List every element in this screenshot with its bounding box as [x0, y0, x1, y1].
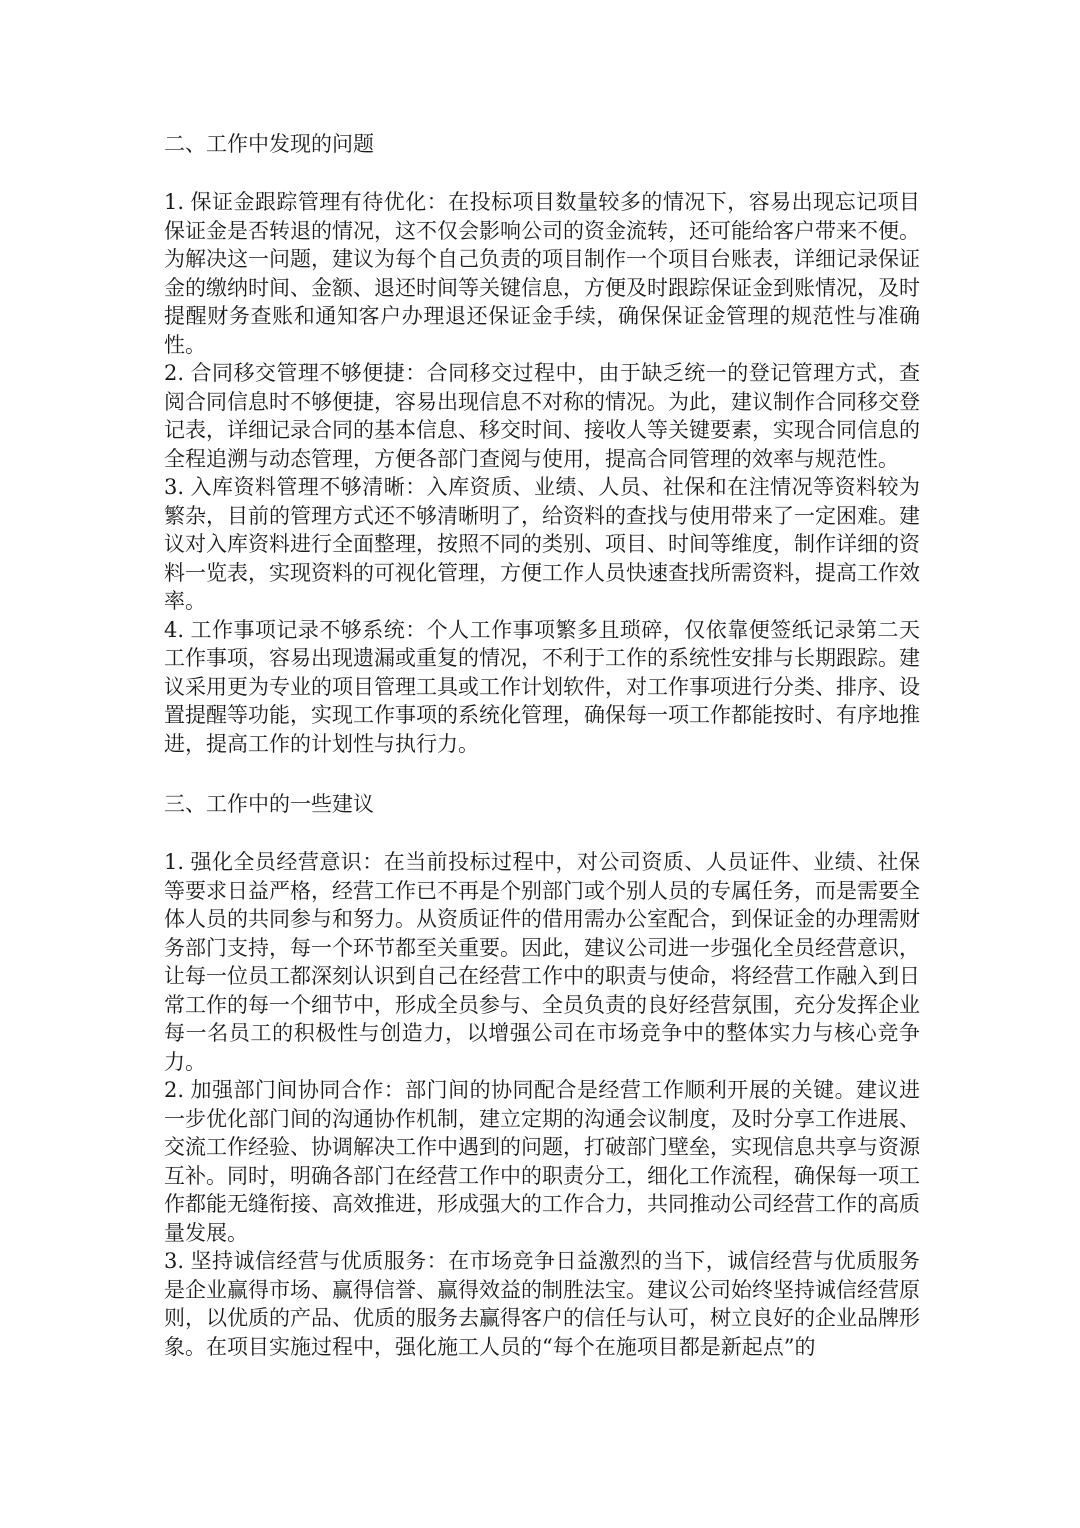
suggestion-item-3 [164, 1247, 920, 1361]
item-text: 坚持诚信经营与优质服务：在市场竞争日益激烈的当下，诚信经营与优质服务是企业赢得市场、赢得信誉、赢得效益的制胜法宝。建议公司始终坚持诚信经营原则，以优质的产品、优质的服务去赢得客户的信任与认可，树立良好的企业品牌形象。在项目实施过程中，强化施工人员的“每个在施项目都是新起点”的 [164, 1249, 920, 1359]
item-number: 2. [164, 1078, 185, 1102]
item-text: 强化全员经营意识：在当前投标过程中，对公司资质、人员证件、业绩、社保等要求日益严格，经营工作已不再是个别部门或个别人员的专属任务，而是需要全体人员的共同参与和努力。从资质证件的借用需办公室配合，到保证金的办理需财务部门支持，每一个环节都至关重要。因此，建议公司进一步强化全员经营意识，让每一位员工都深刻认识到自己在经营工作中的职责与使命，将经营工作融入到日常工作的每一个细节中，形成全员参与、全员负责的良好经营氛围，充分发挥企业每一名员工的积极性与创造力，以增强公司在市场竞争中的整体实力与核心竞争力。 [164, 850, 920, 1074]
suggestion-item-2 [164, 1076, 920, 1247]
problem-item-4 [164, 616, 920, 759]
section-heading-problems: 二、工作中发现的问题 [164, 132, 374, 156]
item-number: 4. [164, 617, 185, 642]
item-number: 3. [164, 475, 185, 499]
section-heading-suggestions: 三、工作中的一些建议 [164, 792, 374, 816]
item-text: 加强部门间协同合作：部门间的协同配合是经营工作顺利开展的关键。建议进一步优化部门间的沟通协作机制，建立定期的沟通会议制度，及时分享工作进展、交流工作经验、协调解决工作中遇到的问题，打破部门壁垒，实现信息共享与资源互补。同时，明确各部门在经营工作中的职责分工，细化工作流程，确保每一项工作都能无缝衔接、高效推进，形成强大的工作合力，共同推动公司经营工作的高质量发展。 [164, 1078, 920, 1245]
item-text: 保证金跟踪管理有待优化：在投标项目数量较多的情况下，容易出现忘记项目保证金是否转退的情况，这不仅会影响公司的资金流转，还可能给客户带来不便。为解决这一问题，建议为每个自己负责的项目制作一个项目台账表，详细记录保证金的缴纳时间、金额、退还时间等关键信息，方便及时跟踪保证金到账情况，及时提醒财务查账和通知客户办理退还保证金手续，确保保证金管理的规范性与准确性。 [164, 190, 920, 357]
suggestion-item-1 [164, 848, 920, 1076]
item-number: 1. [164, 850, 185, 874]
problem-item-2 [164, 359, 920, 473]
document-page [164, 128, 920, 1361]
item-text: 工作事项记录不够系统：个人工作事项繁多且琐碎，仅依靠便签纸记录第二天工作事项，容易出现遗漏或重复的情况，不利于工作的系统性安排与长期跟踪。建议采用更为专业的项目管理工具或工作计划软件，对工作事项进行分类、排序、设置提醒等功能，实现工作事项的系统化管理，确保每一项工作都能按时、有序地推进，提高工作的计划性与执行力。 [164, 617, 920, 756]
item-text: 合同移交管理不够便捷：合同移交过程中，由于缺乏统一的登记管理方式，查阅合同信息时不够便捷，容易出现信息不对称的情况。为此，建议制作合同移交登记表，详细记录合同的基本信息、移交时间、接收人等关键要素，实现合同信息的全程追溯与动态管理，方便各部门查阅与使用，提高合同管理的效率与规范性。 [164, 361, 920, 471]
problem-item-3 [164, 473, 920, 616]
item-number: 1. [164, 190, 185, 214]
item-text: 入库资料管理不够清晰：入库资质、业绩、人员、社保和在注情况等资料较为繁杂，目前的管理方式还不够清晰明了，给资料的查找与使用带来了一定困难。建议对入库资料进行全面整理，按照不同的类别、项目、时间等维度，制作详细的资料一览表，实现资料的可视化管理，方便工作人员快速查找所需资料，提高工作效率。 [164, 475, 920, 613]
item-number: 2. [164, 361, 185, 385]
problem-item-1 [164, 188, 920, 359]
item-number: 3. [164, 1249, 185, 1273]
